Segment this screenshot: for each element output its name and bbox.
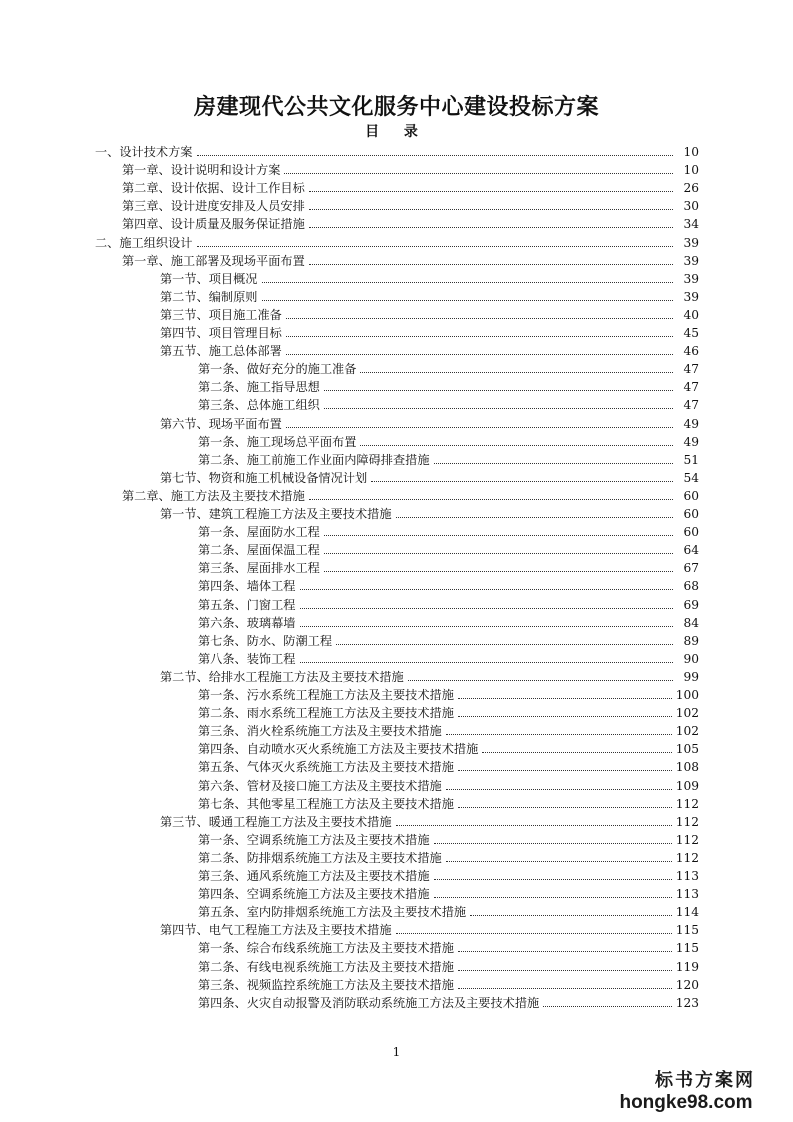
toc-entry-label: 第七节、物资和施工机械设备情况计划 — [160, 470, 368, 485]
toc-entry-page: 102 — [675, 706, 699, 721]
toc-entry-page: 68 — [683, 579, 699, 594]
toc-entry-page: 102 — [675, 724, 699, 739]
toc-entry-label: 第三条、总体施工组织 — [198, 398, 320, 413]
toc-entry-page: 112 — [675, 814, 699, 829]
toc-leader-dots — [458, 959, 672, 971]
toc-leader-dots — [286, 416, 673, 428]
watermark-cn-text: 标书方案网 — [655, 1070, 755, 1091]
toc-entry-page: 60 — [683, 525, 699, 540]
toc-entry-label: 第一条、空调系统施工方法及主要技术措施 — [198, 832, 430, 847]
toc-entry-label: 第六节、现场平面布置 — [160, 416, 282, 431]
toc-leader-dots — [360, 361, 673, 373]
toc-leader-dots — [309, 198, 673, 210]
toc-entry-page: 69 — [683, 597, 699, 612]
toc-leader-dots — [434, 452, 673, 464]
toc-entry-label: 第七条、防水、防潮工程 — [198, 633, 333, 648]
toc-leader-dots — [446, 723, 672, 735]
toc-entry[interactable] — [198, 740, 699, 758]
toc-entry[interactable] — [160, 324, 699, 342]
toc-leader-dots — [300, 597, 674, 609]
toc-leader-dots — [324, 379, 673, 391]
toc-entry-page: 39 — [683, 235, 699, 250]
toc-entry-page: 67 — [683, 561, 699, 576]
toc-leader-dots — [434, 868, 672, 880]
toc-leader-dots — [197, 144, 674, 156]
toc-entry-label: 第五条、室内防排烟系统施工方法及主要技术措施 — [198, 905, 467, 920]
toc-entry-page: 47 — [683, 380, 699, 395]
toc-entry-page: 112 — [675, 796, 699, 811]
toc-entry[interactable] — [198, 632, 699, 650]
toc-entry-page: 10 — [683, 163, 699, 178]
toc-entry-page: 39 — [683, 253, 699, 268]
toc-entry-label: 第三条、通风系统施工方法及主要技术措施 — [198, 869, 430, 883]
toc-leader-dots — [284, 162, 673, 174]
toc-entry-page: 64 — [683, 543, 699, 558]
toc-entry-label: 第一条、屋面防水工程 — [198, 525, 320, 540]
toc-leader-dots — [434, 886, 672, 898]
toc-entry-label: 第六条、管材及接口施工方法及主要技术措施 — [198, 778, 442, 793]
toc-entry-page: 99 — [683, 669, 699, 684]
toc-heading: 目 录 — [365, 124, 428, 140]
toc-entry[interactable] — [122, 161, 699, 179]
toc-entry-label: 第二节、给排水工程施工方法及主要技术措施 — [160, 669, 404, 684]
toc-leader-dots — [458, 977, 672, 989]
toc-leader-dots — [262, 271, 674, 283]
toc-entry-label: 第二节、编制原则 — [160, 289, 258, 304]
toc-entry[interactable] — [198, 596, 699, 614]
toc-entry[interactable] — [198, 541, 699, 559]
toc-leader-dots — [408, 669, 673, 681]
toc-entry[interactable] — [198, 939, 699, 957]
toc-leader-dots — [286, 325, 673, 337]
watermark-url-text: hongke98.com — [619, 1092, 753, 1113]
toc-leader-dots — [324, 397, 673, 409]
toc-entry[interactable] — [160, 505, 699, 523]
toc-entry-label: 第四节、电气工程施工方法及主要技术措施 — [160, 923, 392, 938]
toc-entry[interactable] — [198, 795, 699, 813]
toc-entry-label: 第三条、视频监控系统施工方法及主要技术措施 — [198, 977, 454, 992]
toc-leader-dots — [458, 687, 672, 699]
toc-entry-page: 84 — [683, 615, 699, 630]
toc-entry[interactable] — [198, 867, 699, 885]
toc-entry-page: 113 — [675, 887, 699, 902]
toc-entry[interactable] — [198, 433, 699, 451]
toc-entry[interactable] — [160, 921, 699, 939]
toc-entry-label: 第六条、玻璃幕墙 — [198, 615, 296, 630]
toc-entry-page: 119 — [675, 959, 699, 974]
toc-entry[interactable] — [160, 342, 699, 360]
toc-entry-label: 第三节、暖通工程施工方法及主要技术措施 — [160, 814, 392, 829]
toc-entry-label: 第三条、屋面排水工程 — [198, 561, 320, 576]
toc-entry-label: 第八条、装饰工程 — [198, 651, 296, 666]
toc-entry[interactable] — [198, 722, 699, 740]
toc-entry[interactable] — [160, 288, 699, 306]
toc-entry-page: 40 — [683, 307, 699, 322]
toc-entry-page: 108 — [675, 760, 699, 775]
page-number: 1 — [392, 1045, 401, 1059]
toc-entry-page: 113 — [675, 869, 699, 883]
toc-entry-label: 第一章、施工部署及现场平面布置 — [122, 253, 305, 268]
toc-leader-dots — [434, 832, 672, 844]
toc-entry[interactable] — [198, 831, 699, 849]
toc-entry-label: 一、设计技术方案 — [95, 145, 193, 159]
toc-leader-dots — [324, 524, 673, 536]
toc-entry[interactable] — [95, 143, 699, 161]
toc-entry-page: 60 — [683, 507, 699, 521]
toc-entry-page: 114 — [675, 905, 699, 920]
toc-entry-page: 49 — [683, 434, 699, 449]
toc-entry-label: 第一条、做好充分的施工准备 — [198, 362, 357, 377]
toc-entry[interactable] — [122, 179, 699, 197]
toc-leader-dots — [197, 235, 674, 247]
toc-entry-label: 第一条、综合布线系统施工方法及主要技术措施 — [198, 941, 454, 956]
toc-entry[interactable] — [198, 777, 699, 795]
toc-leader-dots — [309, 488, 673, 500]
toc-leader-dots — [286, 343, 673, 355]
toc-entry[interactable] — [198, 849, 699, 867]
toc-entry-label: 第一章、设计说明和设计方案 — [122, 163, 281, 178]
toc-leader-dots — [458, 940, 672, 952]
toc-entry[interactable] — [198, 994, 699, 1012]
toc-entry-label: 第四章、设计质量及服务保证措施 — [122, 217, 305, 232]
toc-leader-dots — [458, 759, 672, 771]
toc-entry-page: 54 — [683, 470, 699, 485]
toc-entry-label: 第五条、气体灭火系统施工方法及主要技术措施 — [198, 760, 454, 775]
toc-entry[interactable] — [198, 958, 699, 976]
toc-leader-dots — [309, 253, 673, 265]
toc-entry-label: 第二条、施工前施工作业面内障碍排查措施 — [198, 452, 430, 467]
toc-entry[interactable] — [198, 885, 699, 903]
toc-entry[interactable] — [160, 668, 699, 686]
toc-leader-dots — [262, 289, 674, 301]
toc-entry[interactable] — [198, 360, 699, 378]
toc-entry-page: 115 — [675, 923, 699, 938]
toc-entry-label: 第二条、防排烟系统施工方法及主要技术措施 — [198, 850, 442, 865]
toc-entry-label: 第三章、设计进度安排及人员安排 — [122, 199, 305, 214]
toc-entry-label: 第七条、其他零星工程施工方法及主要技术措施 — [198, 796, 454, 811]
toc-entry[interactable] — [198, 758, 699, 776]
document-title: 房建现代公共文化服务中心建设投标方案 — [193, 94, 599, 120]
toc-entry[interactable] — [198, 396, 699, 414]
toc-entry-page: 90 — [683, 651, 699, 666]
toc-entry-label: 第四条、自动喷水灭火系统施工方法及主要技术措施 — [198, 742, 479, 757]
toc-entry[interactable] — [198, 614, 699, 632]
toc-entry[interactable] — [160, 270, 699, 288]
toc-entry-page: 30 — [683, 199, 699, 214]
toc-entry-label: 第二章、设计依据、设计工作目标 — [122, 181, 305, 196]
toc-leader-dots — [458, 796, 672, 808]
toc-entry-label: 第四节、项目管理目标 — [160, 326, 282, 340]
toc-leader-dots — [336, 633, 673, 645]
toc-leader-dots — [482, 741, 671, 753]
toc-leader-dots — [396, 922, 672, 934]
toc-entry-page: 112 — [675, 832, 699, 847]
toc-entry[interactable] — [198, 451, 699, 469]
toc-entry-label: 第五条、门窗工程 — [198, 597, 296, 612]
toc-entry-label: 第一节、建筑工程施工方法及主要技术措施 — [160, 507, 392, 521]
toc-entry-label: 第二条、屋面保温工程 — [198, 543, 320, 558]
toc-entry[interactable] — [198, 686, 699, 704]
toc-entry-page: 51 — [683, 452, 699, 467]
toc-leader-dots — [324, 560, 673, 572]
toc-entry[interactable] — [160, 469, 699, 487]
toc-entry-page: 49 — [683, 416, 699, 431]
toc-entry-page: 105 — [675, 742, 699, 757]
toc-leader-dots — [360, 434, 673, 446]
toc-entry-page: 39 — [683, 271, 699, 286]
watermark-logo — [591, 1070, 781, 1114]
toc-leader-dots — [446, 850, 672, 862]
toc-entry-label: 第四条、空调系统施工方法及主要技术措施 — [198, 887, 430, 902]
toc-leader-dots — [458, 705, 672, 717]
toc-entry-label: 第四条、火灾自动报警及消防联动系统施工方法及主要技术措施 — [198, 995, 540, 1010]
toc-entry-page: 112 — [675, 850, 699, 865]
toc-entry-label: 第二条、施工指导思想 — [198, 380, 320, 395]
toc-leader-dots — [470, 904, 672, 916]
toc-entry-page: 34 — [683, 217, 699, 232]
toc-leader-dots — [309, 216, 673, 228]
toc-leader-dots — [300, 651, 674, 663]
toc-entry-label: 第四条、墙体工程 — [198, 579, 296, 594]
toc-leader-dots — [300, 615, 674, 627]
toc-entry[interactable] — [198, 378, 699, 396]
toc-leader-dots — [300, 578, 674, 590]
toc-entry[interactable] — [198, 650, 699, 668]
toc-entry-page: 47 — [683, 362, 699, 377]
toc-entry[interactable] — [122, 215, 699, 233]
toc-leader-dots — [324, 542, 673, 554]
toc-entry[interactable] — [198, 577, 699, 595]
toc-entry-page: 26 — [683, 181, 699, 196]
toc-entry-page: 89 — [683, 633, 699, 648]
toc-entry[interactable] — [122, 197, 699, 215]
toc-entry-label: 第二章、施工方法及主要技术措施 — [122, 488, 305, 503]
toc-entry-label: 二、施工组织设计 — [95, 235, 193, 250]
toc-entry-label: 第二条、有线电视系统施工方法及主要技术措施 — [198, 959, 454, 974]
toc-entry-page: 39 — [683, 289, 699, 304]
toc-entry[interactable] — [122, 487, 699, 505]
toc-entry[interactable] — [160, 813, 699, 831]
toc-leader-dots — [446, 778, 672, 790]
toc-entry[interactable] — [198, 559, 699, 577]
toc-entry[interactable] — [198, 704, 699, 722]
toc-entry-label: 第一条、施工现场总平面布置 — [198, 434, 357, 449]
toc-entry-page: 120 — [675, 977, 699, 992]
toc-entry-page: 45 — [683, 326, 699, 340]
toc-leader-dots — [396, 506, 673, 518]
toc-entry[interactable] — [198, 523, 699, 541]
toc-entry-page: 123 — [675, 995, 699, 1010]
toc-entry-page: 100 — [675, 688, 699, 702]
toc-entry[interactable] — [198, 903, 699, 921]
toc-entry-label: 第五节、施工总体部署 — [160, 344, 282, 359]
toc-entry[interactable] — [160, 415, 699, 433]
toc-entry-page: 46 — [683, 344, 699, 359]
toc-entry[interactable] — [122, 252, 699, 270]
toc-entry-page: 47 — [683, 398, 699, 413]
toc-entry[interactable] — [95, 234, 699, 252]
toc-leader-dots — [371, 470, 673, 482]
toc-entry-label: 第三节、项目施工准备 — [160, 307, 282, 322]
toc-entry-page: 10 — [683, 145, 699, 159]
toc-entry-page: 109 — [675, 778, 699, 793]
toc-entry-label: 第一条、污水系统工程施工方法及主要技术措施 — [198, 688, 454, 702]
toc-entry-label: 第三条、消火栓系统施工方法及主要技术措施 — [198, 724, 442, 739]
toc-leader-dots — [309, 180, 673, 192]
toc-entry[interactable] — [160, 306, 699, 324]
toc-entry-label: 第二条、雨水系统工程施工方法及主要技术措施 — [198, 706, 454, 721]
toc-entry-page: 60 — [683, 488, 699, 503]
toc-entry-page: 115 — [675, 941, 699, 956]
toc-leader-dots — [543, 995, 671, 1007]
toc-entry[interactable] — [198, 976, 699, 994]
toc-entry-label: 第一节、项目概况 — [160, 271, 258, 286]
toc-leader-dots — [286, 307, 673, 319]
toc-leader-dots — [396, 814, 672, 826]
